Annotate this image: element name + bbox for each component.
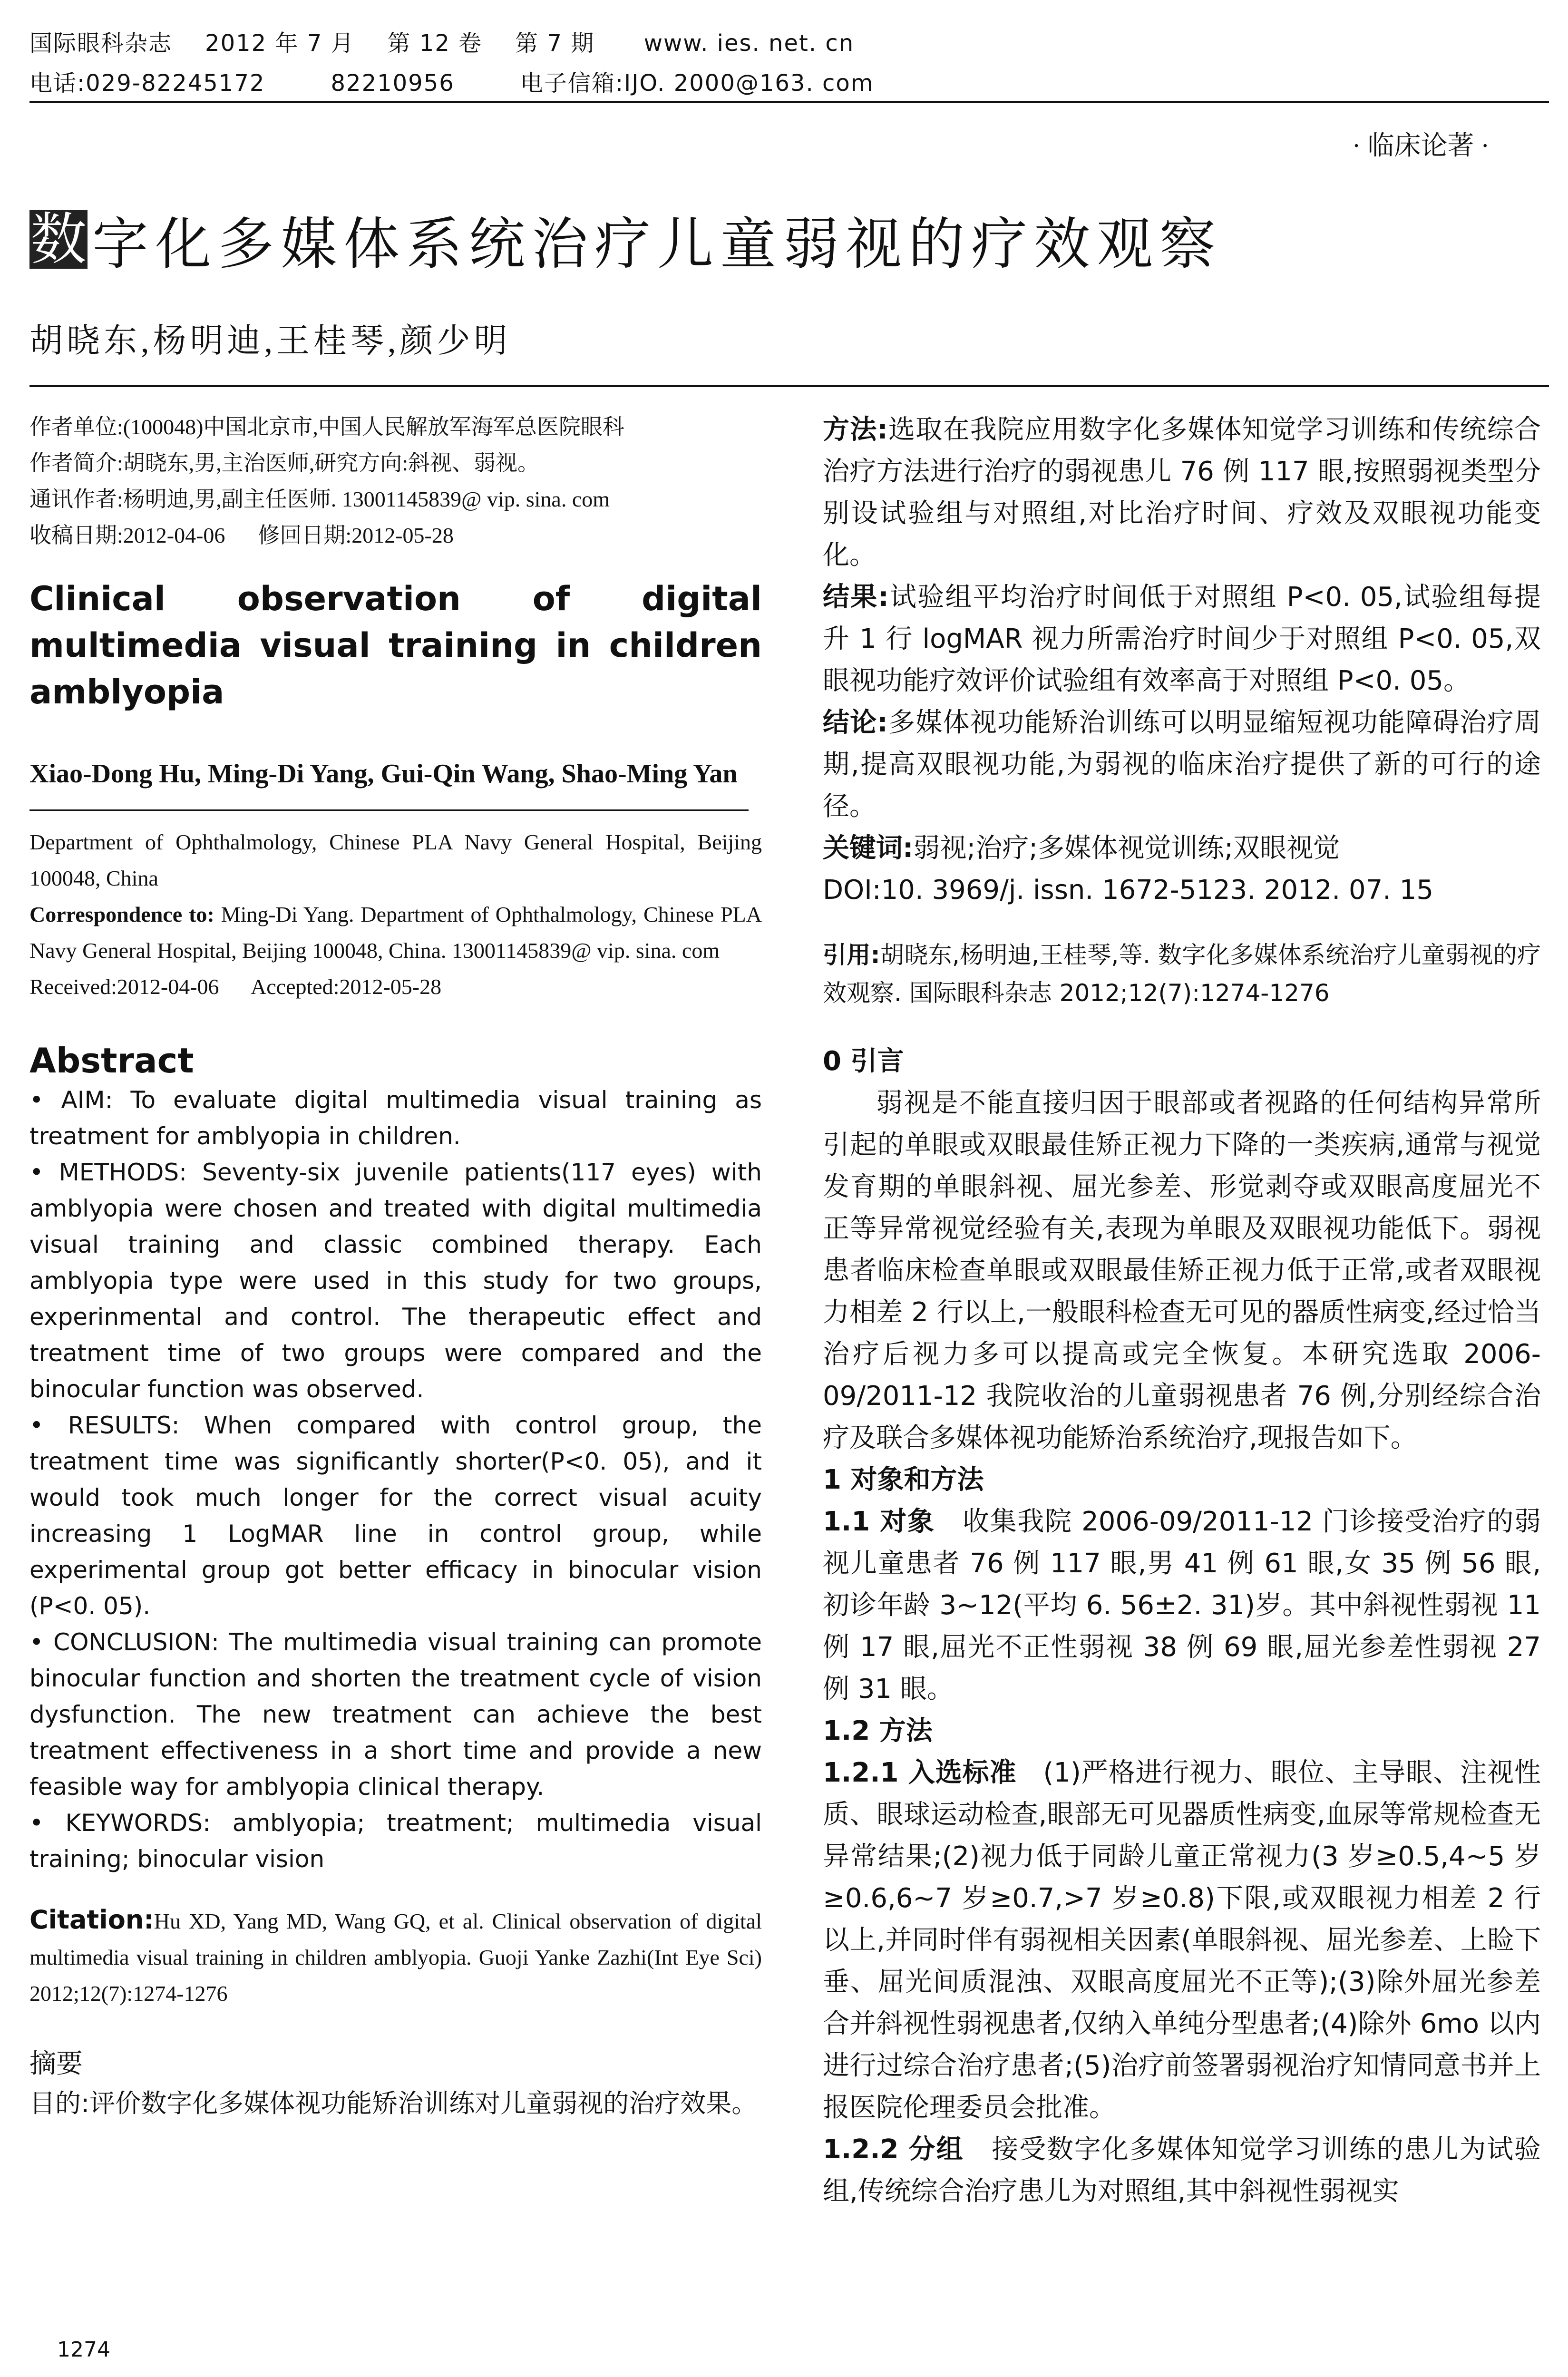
abstract-heading: Abstract <box>29 1041 194 1081</box>
doi: DOI:10. 3969/j. issn. 1672-5123. 2012. 07. 15 <box>823 875 1434 906</box>
zh-keywords <box>823 828 1541 869</box>
section-1-heading: 1 对象和方法 <box>823 1464 984 1495</box>
section-1-2-1 <box>823 1752 1541 2129</box>
section-tag: · 临床论著 · <box>1352 131 1490 161</box>
english-title: Clinical observation of digital multimedia visual training in children amblyopia <box>29 579 762 711</box>
zh-conclusion-label: 结论: <box>823 707 888 738</box>
received-accepted: Received:2012-04-06 Accepted:2012-05-28 <box>29 974 442 999</box>
article-title <box>29 199 1222 280</box>
english-authors: Xiao-Dong Hu, Ming-Di Yang, Gui-Qin Wang, Shao-Ming Yan <box>29 759 738 789</box>
header-rule <box>29 101 1549 103</box>
author-affiliation: 作者单位:(100048)中国北京市,中国人民解放军海军总医院眼科 <box>29 415 624 439</box>
citation-label: Citation: <box>29 1905 154 1935</box>
intro-paragraph: 弱视是不能直接归因于眼部或者视路的任何结构异常所引起的单眼或双眼最佳矫正视力下降的一类疾病,通常与视觉发育期的单眼斜视、屈光参差、形觉剥夺或双眼高度屈光不正等异常视觉经验有关,表现为单眼及双眼视功能低下。弱视患者临床检查单眼或双眼最佳矫正视力低于正常,或者双眼视力相差 2 行以上,一般眼科检查无可见的器质性病变,经过恰当治疗后视力多可以提高或完全恢复。本研究选取 2006-09/2011-12 我院收治的儿童弱视患者 76 例,分别经综合治疗及联合多媒体视功能矫治系统治疗,现报告如下。 <box>823 1088 1541 1453</box>
author-info <box>29 409 762 554</box>
zh-results <box>823 576 1541 702</box>
correspondence-text: Ming-Di Yang. Department of Ophthalmology, Chinese PLA Navy General Hospital, Beijing 100048, China. 13001145839@ vip. sina. com <box>29 902 762 963</box>
section-1-2-2 <box>823 2129 1541 2212</box>
section-1-2-1-text: (1)严格进行视力、眼位、主导眼、注视性质、眼球运动检查,眼部无可见器质性病变,血尿等常规检查无异常结果;(2)视力低于同龄儿童正常视力(3 岁≥0.5,4~5 岁≥0.6,6~7 岁≥0.7,>7 岁≥0.8)下限,或双眼视力相差 2 行以上,并同时伴有弱视相关因素(单眼斜视、屈光参差、上睑下垂、屈光间质混浊、双眼高度屈光不正等);(3)除外屈光参差合并斜视性弱视患者,仅纳入单纯分型患者;(4)除外 6mo 以内进行过综合治疗患者;(5)治疗前签署弱视治疗知情同意书并上报医院伦理委员会批准。 <box>823 1757 1541 2123</box>
page-number: 1274 <box>57 2338 110 2362</box>
correspondence <box>29 896 762 969</box>
journal-header-line2: 电话:029-82245172 82210956 电子信箱:IJO. 2000@163. com <box>29 70 874 97</box>
section-1-2-2-text: 接受数字化多媒体知觉学习训练的患儿为试验组,传统综合治疗患儿为对照组,其中斜视性弱视实 <box>823 2134 1541 2207</box>
section-1-2-heading: 1.2 方法 <box>823 1715 933 1746</box>
zh-methods <box>823 409 1541 576</box>
abstract-conclusion: • CONCLUSION: The multimedia visual training can promote binocular function and shorten the treatment cycle of vision dysfunction. The new treatment can achieve the best treatment effectiveness in a short time and provide a new feasible way for amblyopia clinical therapy. <box>29 1628 762 1801</box>
zh-citation <box>823 936 1541 1012</box>
citation-en <box>29 1902 762 2012</box>
section-1-1-label: 1.1 对象 <box>823 1506 935 1537</box>
department: Department of Ophthalmology, Chinese PLA Navy General Hospital, Beijing 100048, China <box>29 830 762 890</box>
correspondence-label: Correspondence to: <box>29 902 214 926</box>
right-column <box>823 409 1549 2212</box>
abstract-aim: • AIM: To evaluate digital multimedia visual training as treatment for amblyopia in children. <box>29 1086 762 1150</box>
authors-rule <box>29 809 749 811</box>
section-1-1 <box>823 1501 1549 1710</box>
zh-results-label: 结果: <box>823 582 889 613</box>
left-column <box>29 409 762 2124</box>
corresponding-author: 通讯作者:杨明迪,男,副主任医师. 13001145839@ vip. sina. com <box>29 487 610 511</box>
abstract-keywords: • KEYWORDS: amblyopia; treatment; multimedia visual training; binocular vision <box>29 1809 762 1873</box>
authors-zh: 胡晓东,杨明迪,王桂琴,颜少明 <box>29 323 511 360</box>
zh-keywords-text: 弱视;治疗;多媒体视觉训练;双眼视觉 <box>913 833 1340 864</box>
title-rule <box>29 385 1549 387</box>
zh-aim-text: 评价数字化多媒体视功能矫治训练对儿童弱视的治疗效果。 <box>89 2088 758 2118</box>
section-1-2-2-label: 1.2.2 分组 <box>823 2134 964 2165</box>
abstract-body <box>29 1082 762 1877</box>
zh-keywords-label: 关键词: <box>823 833 914 864</box>
zh-methods-text: 选取在我院应用数字化多媒体知觉学习训练和传统综合治疗方法进行治疗的弱视患儿 76 例 117 眼,按照弱视类型分别设试验组与对照组,对比治疗时间、疗效及双眼视功能变化。 <box>823 414 1541 571</box>
zh-conclusion <box>823 702 1541 828</box>
zh-conclusion-text: 多媒体视功能矫治训练可以明显缩短视功能障碍治疗周期,提高双眼视功能,为弱视的临床治疗提供了新的可行的途径。 <box>823 707 1541 822</box>
citation-text: Hu XD, Yang MD, Wang GQ, et al. Clinical observation of digital multimedia visual training in children amblyopia. Guoji Yanke Zazhi(Int Eye Sci) 2012;12(7):1274-1276 <box>29 1909 762 2006</box>
journal-header-line1: 国际眼科杂志 2012 年 7 月 第 12 卷 第 7 期 www. ies. net. cn <box>29 30 855 57</box>
zh-aim-label: 目的: <box>29 2088 90 2118</box>
title-initial-char: 数 <box>30 206 87 272</box>
received-dates-zh: 收稿日期:2012-04-06 修回日期:2012-05-28 <box>29 523 454 547</box>
abstract-methods: • METHODS: Seventy-six juvenile patients(117 eyes) with amblyopia were chosen and treated with digital multimedia visual training and classic combined therapy. Each amblyopia type were used in this study for two groups, experinmental and control. The therapeutic effect and treatment time of two groups were compared and the binocular function was observed. <box>29 1159 762 1403</box>
title-rest: 字化多媒体系统治疗儿童弱视的疗效观察 <box>92 211 1223 277</box>
section-1-1-text: 收集我院 2006-09/2011-12 门诊接受治疗的弱视儿童患者 76 例 117 眼,男 41 例 61 眼,女 35 例 56 眼,初诊年龄 3~12(平均 6. 56±2. 31)岁。其中斜视性弱视 11 例 17 眼,屈光不正性弱视 38 例 69 眼,屈光参差性弱视 27 例 31 眼。 <box>823 1506 1549 1705</box>
author-bio: 作者简介:胡晓东,男,主治医师,研究方向:斜视、弱视。 <box>29 451 540 475</box>
zh-results-text: 试验组平均治疗时间低于对照组 P<0. 05,试验组每提升 1 行 logMAR 视力所需治疗时间少于对照组 P<0. 05,双眼视功能疗效评价试验组有效率高于对照组 P<0. 05。 <box>823 582 1541 696</box>
section-1-2-1-label: 1.2.1 入选标准 <box>823 1757 1017 1788</box>
zh-citation-label: 引用: <box>823 941 880 969</box>
intro-heading: 0 引言 <box>823 1046 904 1077</box>
abstract-results: • RESULTS: When compared with control group, the treatment time was significantly shorter(P<0. 05), and it would took much longer for the correct visual acuity increasing 1 LogMAR line in control group, while experimental group got better efficacy in binocular vision (P<0. 05). <box>29 1412 762 1620</box>
zh-abstract-heading: 摘要 <box>29 2048 83 2079</box>
zh-citation-text: 胡晓东,杨明迪,王桂琴,等. 数字化多媒体系统治疗儿童弱视的疗效观察. 国际眼科杂志 2012;12(7):1274-1276 <box>823 941 1541 1007</box>
zh-aim <box>29 2083 762 2124</box>
zh-methods-label: 方法: <box>823 414 888 445</box>
